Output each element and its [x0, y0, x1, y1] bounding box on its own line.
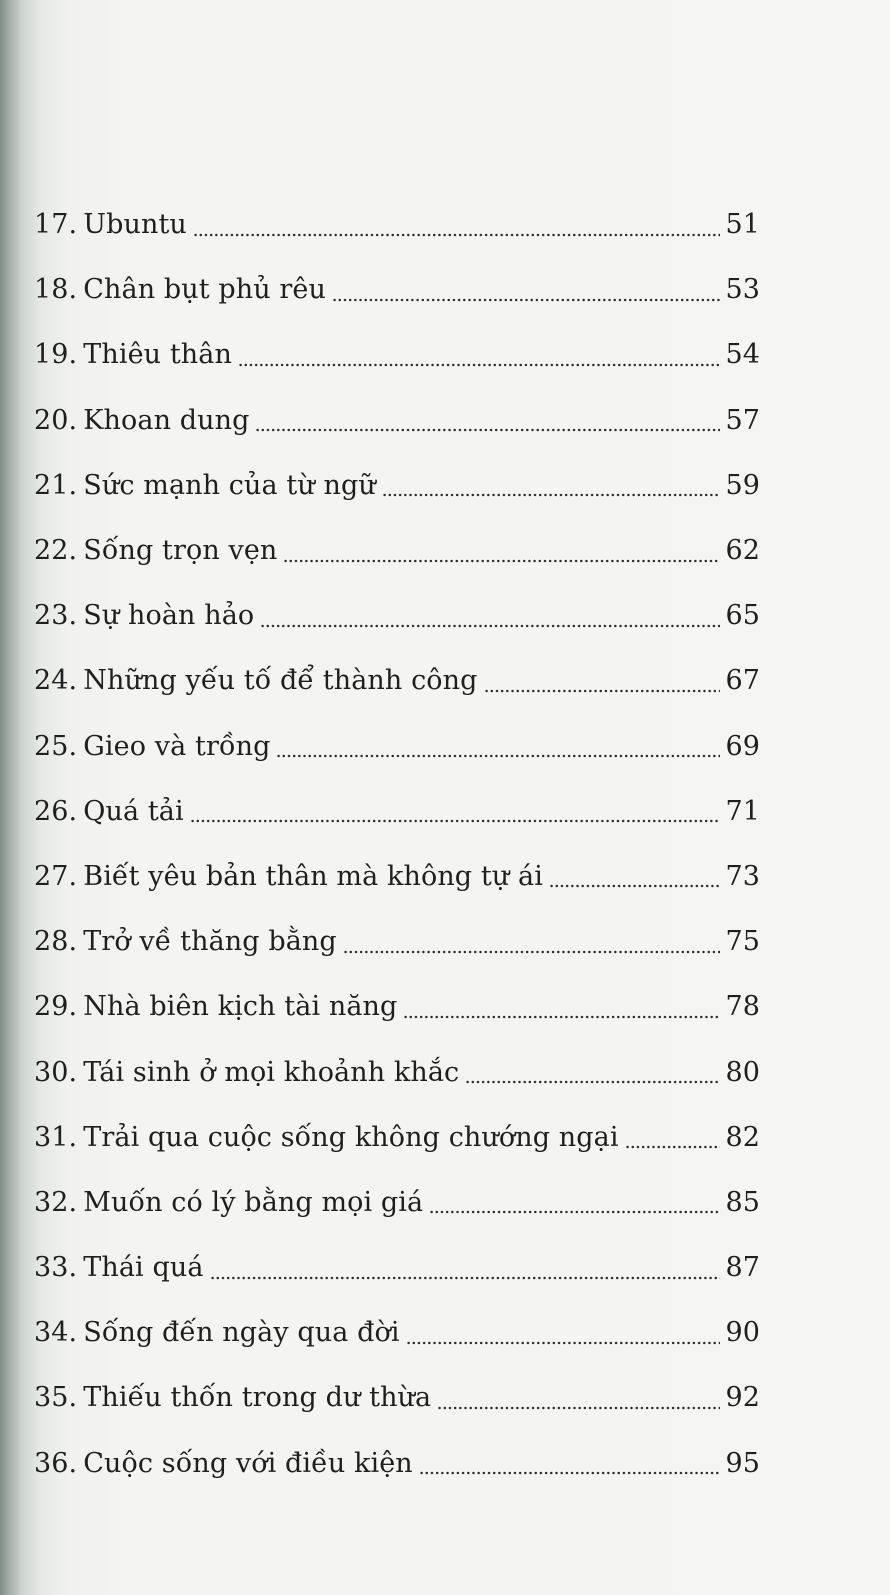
entry-page-number: 54	[725, 339, 760, 371]
entry-number: 20.	[34, 404, 78, 436]
entry-title: Cuộc sống với điều kiện	[83, 1447, 413, 1479]
entry-number: 17.	[34, 209, 78, 241]
entry-page-number: 90	[725, 1317, 760, 1349]
entry-page-number: 53	[725, 274, 760, 306]
toc-entry	[34, 909, 760, 974]
dot-leader	[238, 363, 720, 367]
toc-entry	[34, 518, 760, 583]
entry-page-number: 51	[725, 209, 760, 241]
entry-page-number: 78	[725, 991, 760, 1023]
dot-leader	[193, 233, 720, 237]
entry-title: Khoan dung	[83, 404, 250, 436]
entry-title: Muốn có lý bằng mọi giá	[83, 1186, 424, 1218]
entry-title: Trải qua cuộc sống không chướng ngại	[83, 1121, 619, 1153]
toc-entry	[34, 1039, 760, 1104]
toc-entry	[34, 322, 760, 387]
entry-title: Sự hoàn hảo	[83, 600, 255, 632]
toc-entry	[34, 779, 760, 844]
toc-entry	[34, 1105, 760, 1170]
toc-entry	[34, 844, 760, 909]
entry-title: Gieo và trồng	[83, 730, 271, 762]
entry-number: 21.	[34, 469, 78, 501]
dot-leader	[276, 754, 720, 758]
entry-page-number: 65	[725, 600, 760, 632]
entry-title: Tái sinh ở mọi khoảnh khắc	[83, 1056, 460, 1088]
entry-title: Nhà biên kịch tài năng	[83, 991, 398, 1023]
entry-title: Thái quá	[83, 1252, 204, 1284]
toc-entry	[34, 388, 760, 453]
entry-title: Quá tải	[83, 795, 184, 827]
entry-page-number: 95	[725, 1447, 760, 1479]
toc-entry	[34, 583, 760, 648]
toc-entry	[34, 192, 760, 257]
entry-number: 29.	[34, 991, 78, 1023]
entry-number: 26.	[34, 795, 78, 827]
toc-entry	[34, 1170, 760, 1235]
dot-leader	[260, 624, 720, 628]
dot-leader	[549, 884, 720, 888]
entry-number: 36.	[34, 1447, 78, 1479]
entry-page-number: 92	[725, 1382, 760, 1414]
entry-number: 27.	[34, 860, 78, 892]
entry-number: 35.	[34, 1382, 78, 1414]
entry-page-number: 71	[725, 795, 760, 827]
toc-entry	[34, 714, 760, 779]
entry-title: Chân bụt phủ rêu	[83, 274, 326, 306]
toc-entry	[34, 1431, 760, 1496]
toc-entry	[34, 257, 760, 322]
entry-page-number: 59	[725, 469, 760, 501]
entry-number: 34.	[34, 1317, 78, 1349]
entry-number: 22.	[34, 535, 78, 567]
dot-leader	[255, 428, 720, 432]
entry-number: 28.	[34, 926, 78, 958]
entry-title: Thiêu thân	[83, 339, 232, 371]
entry-page-number: 67	[725, 665, 760, 697]
dot-leader	[332, 298, 720, 302]
table-of-contents	[34, 192, 760, 1496]
dot-leader	[343, 950, 720, 954]
entry-title: Thiếu thốn trong dư thừa	[83, 1382, 432, 1414]
toc-entry	[34, 1300, 760, 1365]
entry-title: Sống trọn vẹn	[83, 535, 278, 567]
entry-title: Biết yêu bản thân mà không tự ái	[83, 860, 543, 892]
entry-page-number: 73	[725, 860, 760, 892]
entry-number: 31.	[34, 1121, 78, 1153]
entry-title: Trở về thăng bằng	[83, 926, 337, 958]
entry-page-number: 62	[725, 535, 760, 567]
dot-leader	[484, 689, 720, 693]
toc-entry	[34, 1365, 760, 1430]
entry-page-number: 80	[725, 1056, 760, 1088]
dot-leader	[625, 1145, 720, 1149]
entry-page-number: 85	[725, 1186, 760, 1218]
entry-number: 18.	[34, 274, 78, 306]
dot-leader	[190, 819, 720, 823]
entry-page-number: 57	[725, 404, 760, 436]
entry-title: Những yếu tố để thành công	[83, 665, 478, 697]
toc-entry	[34, 453, 760, 518]
entry-page-number: 75	[725, 926, 760, 958]
dot-leader	[210, 1276, 720, 1280]
dot-leader	[419, 1471, 720, 1475]
entry-page-number: 87	[725, 1252, 760, 1284]
entry-number: 25.	[34, 730, 78, 762]
dot-leader	[406, 1341, 720, 1345]
entry-number: 19.	[34, 339, 78, 371]
dot-leader	[283, 559, 720, 563]
toc-entry	[34, 1235, 760, 1300]
dot-leader	[403, 1015, 720, 1019]
entry-title: Ubuntu	[83, 209, 187, 241]
entry-number: 33.	[34, 1252, 78, 1284]
entry-page-number: 82	[725, 1121, 760, 1153]
entry-number: 30.	[34, 1056, 78, 1088]
entry-number: 23.	[34, 600, 78, 632]
entry-number: 24.	[34, 665, 78, 697]
dot-leader	[437, 1406, 720, 1410]
dot-leader	[465, 1080, 720, 1084]
dot-leader	[429, 1210, 720, 1214]
toc-entry	[34, 648, 760, 713]
entry-title: Sống đến ngày qua đời	[83, 1317, 400, 1349]
entry-page-number: 69	[725, 730, 760, 762]
dot-leader	[382, 493, 720, 497]
entry-title: Sức mạnh của từ ngữ	[83, 469, 376, 501]
toc-entry	[34, 974, 760, 1039]
entry-number: 32.	[34, 1186, 78, 1218]
